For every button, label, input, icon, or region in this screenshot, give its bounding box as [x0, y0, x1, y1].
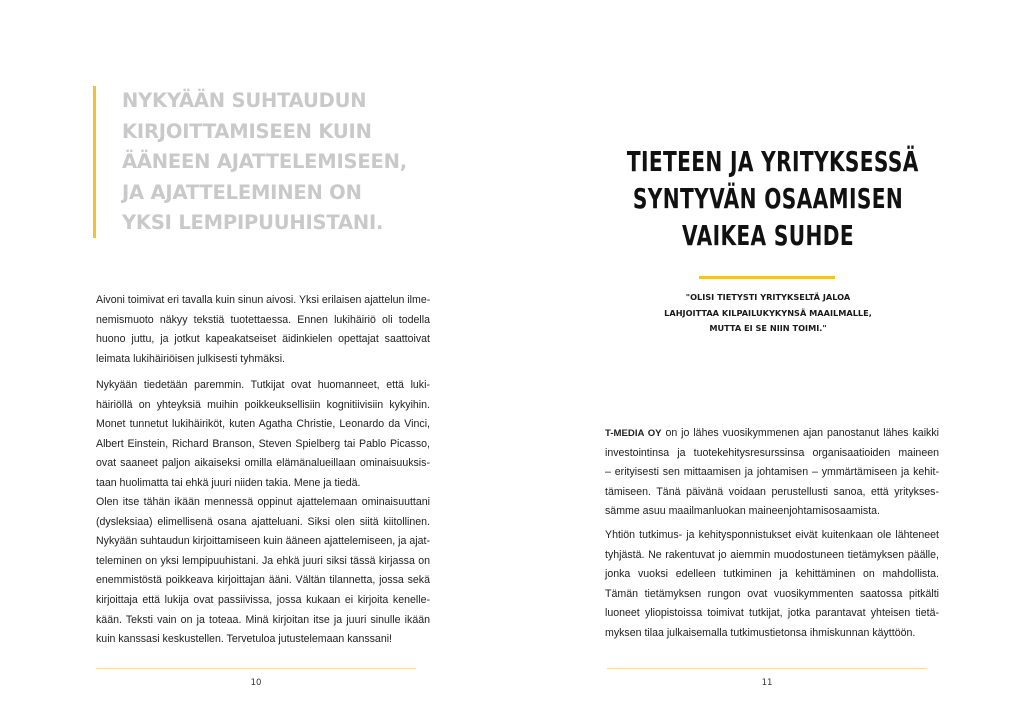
chapter-title-line: TIETEEN JA YRITYKSESSÄ [626, 145, 919, 178]
pullquote-line: JA AJATTELEMINEN ON [122, 180, 362, 204]
pullquote-line: KIRJOITTAMISEEN KUIN [122, 119, 372, 143]
body-paragraph [605, 526, 939, 644]
pullquote-line: NYKYÄÄN SUHTAUDUN [122, 89, 367, 112]
text-line: nemismuoto näkyy tekstiä tuotettaessa. Ennen lukihäiriö oli todella [96, 313, 430, 326]
text-line: Olen itse tähän ikään mennessä oppinut ajattelemaan ominaisuuttani [96, 496, 430, 508]
footer-rule [96, 668, 416, 669]
chapter-title [626, 143, 919, 254]
text-line: Nykyään suhtaudun kirjoittamiseen kuin ääneen ajattelemiseen, ja ajat- [96, 535, 430, 548]
pullquote [122, 86, 432, 239]
text-line: – erityisesti sen mittaamisen ja johtamisen – ymmärtämiseen ja kehit- [605, 466, 939, 479]
right-page [512, 0, 1024, 723]
text-line: Yhtiön tutkimus- ja kehitysponnistukset eivät kuitenkaan ole lähteneet [605, 529, 939, 541]
company-name: T-MEDIA OY [605, 428, 662, 439]
body-paragraph [605, 424, 939, 522]
text-line [605, 424, 939, 444]
text-line: leimata lukihäiriöisen julkisesti tyhmäksi. [96, 352, 285, 365]
text-line: häiriöllä on yhteyksiä muihin poikkeuksellisiin kognitiivisiin kykyihin. [96, 398, 430, 411]
chapter-title-line: VAIKEA SUHDE [682, 219, 854, 252]
epigraph-quote [608, 290, 928, 337]
pullquote-line: ÄÄNEEN AJATTELEMISEEN, [122, 150, 407, 173]
text-line: Monet tunnetut lukihäiriköt, kuten Agatha Christie, Leonardo da Vinci, [96, 418, 430, 431]
text-line: Nykyään tiedetään paremmin. Tutkijat ovat huomanneet, että luki- [96, 379, 430, 391]
quote-line: MUTTA EI SE NIIN TOIMI." [709, 323, 827, 333]
quote-line: "OLISI TIETYSTI YRITYKSELTÄ JALOA [685, 292, 851, 302]
text-line: jonka vuoksi edelleen tutkiminen ja kehittäminen on mahdollista. [605, 568, 939, 581]
text-line: myksen tilaa julkaisemalla tutkimustietonsa ihmiskunnan käyttöön. [605, 626, 916, 639]
body-paragraph [96, 291, 430, 369]
body-paragraph [96, 376, 430, 494]
text-line: Aivoni toimivat eri tavalla kuin sinun aivosi. Yksi erilaisen ajattelun ilme- [96, 294, 431, 306]
text-line: kirjoittaja että lukija ovat passiivissa, jossa kukaan ei kirjoita kenelle- [96, 593, 430, 606]
text-line: investointinsa ja tuotekehitysresurssinsa organisaatioiden maineen [605, 446, 939, 459]
text-line: ovat saaneet paljon aikaiseksi omilla elämänalueillaan ominaisuuksis- [96, 457, 430, 470]
text-line: (dysleksiaa) elimellisenä osana ajatteluani. Siksi olen siitä kiitollinen. [96, 515, 430, 528]
page-number: 10 [250, 678, 262, 688]
text-line: enemmistöstä poikkeava kirjoittajan ääni. Vältän tilannetta, jossa sekä [96, 574, 430, 587]
chapter-title-line: SYNTYVÄN OSAAMISEN [632, 182, 904, 215]
title-accent-rule [699, 276, 835, 279]
text-line: kään. Teksti vain on ja toteaa. Minä kirjoitan itse ja juuri sinulle ikään [96, 613, 430, 626]
text-line: tämiseen. Tänä päivänä voidaan perustellusti sanoa, että yritykses- [605, 485, 939, 498]
text-line: kuin kanssasi keskustellen. Tervetuloa jutustelemaan kanssani! [96, 633, 393, 646]
text-line: Tämän tietämyksen rungon ovat vuosikymmenten saatossa pitkälti [605, 587, 939, 600]
page-number: 11 [761, 678, 773, 688]
text-line: huono juttu, ja jotkut kapeakatseiset äidinkielen opettajat saattoivat [96, 333, 430, 346]
pullquote-line: YKSI LEMPIPUUHISTANI. [122, 211, 384, 234]
text-line: tyhjästä. Ne rakentuvat jo aiemmin muodostuneen tietämyksen päälle, [605, 548, 939, 561]
pullquote-accent-bar [93, 86, 96, 238]
body-paragraph [96, 493, 430, 650]
text-line: sämme asuu maailmanluokan maineenjohtamisosaamista. [605, 505, 880, 518]
text-fragment: on jo lähes vuosikymmenen ajan panostanut lähes kaikki [661, 427, 939, 439]
text-line: teleminen on yksi lempipuuhistani. Ja ehkä juuri siksi tässä kirjassa on [96, 554, 430, 567]
text-line: Albert Einstein, Richard Branson, Steven Spielberg tai Pablo Picasso, [96, 437, 430, 450]
text-line: taan huolimatta tai ehkä juuri niiden takia. Mene ja tiedä. [96, 476, 361, 489]
footer-rule [607, 668, 927, 669]
quote-line: LAHJOITTAA KILPAILUKYKYNSÄ MAAILMALLE, [664, 307, 872, 318]
text-line: luoneet yliopistoissa toimivat tutkijat, jotka parantavat yhteisen tietä- [605, 607, 939, 620]
